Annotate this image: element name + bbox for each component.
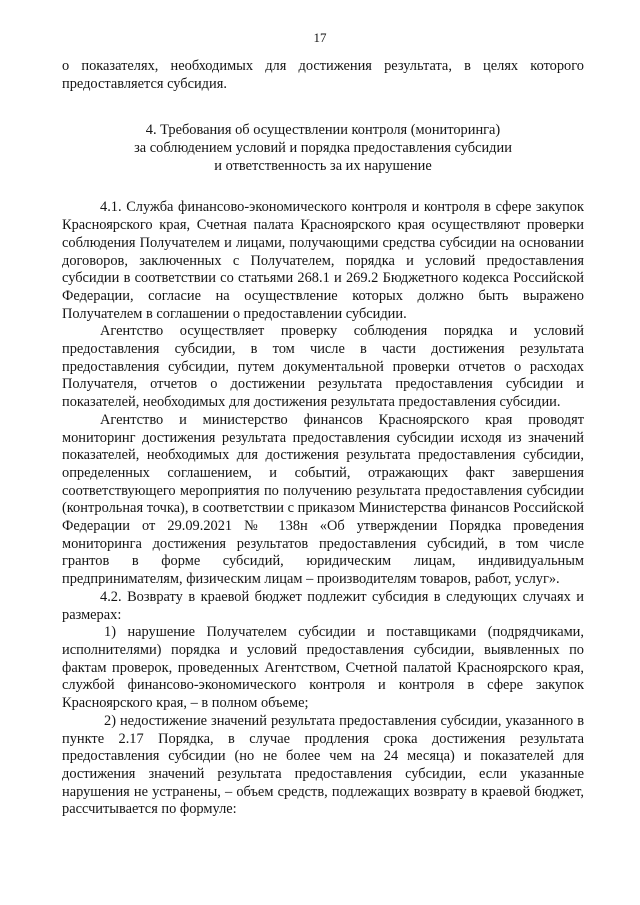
intro-paragraph: о показателях, необходимых для достижения результата, в целях которого предоставляется субсидия. [62,58,584,92]
paragraph-monitoring: Агентство и министерство финансов Красноярского края проводят мониторинг достижения результата предоставления субсидии исходя из значений показателей, необходимых для достижения результата предоставления субсидии, определенных соглашением, и событий, отражающих факт завершения соответствующего мероприятия по получению результата предоставления субсидии (контрольная точка), в соответствии с приказом Министерства финансов Российской Федерации от 29.09.2021 № 138н «Об утверждении Порядка проведения мониторинга достижения результатов предоставления субсидий, в том числе грантов в форме субсидий, юридическим лицам, индивидуальным предпринимателям, физическим лицам – производителям товаров, работ, услуг». [62,411,584,588]
paragraph-4-1: 4.1. Служба финансово-экономического контроля и контроля в сфере закупок Красноярского края, Счетная палата Красноярского края осуществляют проверки соблюдения Получателем и лицами, получающими средства субсидии на основании договоров, заключенных с Получателем, порядка и условий предоставления субсидии в соответствии со статьями 268.1 и 269.2 Бюджетного кодекса Российской Федерации, согласие на осуществление которых должно быть выражено Получателем в соглашении о предоставлении субсидии. [62,199,584,322]
section-heading [62,121,584,175]
list-item-2: 2) недостижение значений результата предоставления субсидии, указанного в пункте 2.17 Порядка, в случае продления срока достижения результата предоставления субсидии (но не более чем на 24 месяца) и показателей для достижения значений результата предоставления субсидии, если указанные нарушения не устранены, – объем средств, подлежащих возврату в краевой бюджет, рассчитывается по формуле: [62,712,584,818]
list-item-1: 1) нарушение Получателем субсидии и поставщиками (подрядчиками, исполнителями) порядка и условий предоставления субсидии, выявленных по фактам проверок, проведенных Агентством, Счетной палатой Красноярского края, службой финансово-экономического контроля и контроля в сфере закупок Красноярского края, – в полном объеме; [62,624,584,712]
paragraph-4-2: 4.2. Возврату в краевой бюджет подлежит субсидия в следующих случаях и размерах: [62,588,584,623]
section-heading-line-1: 4. Требования об осуществлении контроля (мониторинга) [145,122,501,139]
paragraph-agency-check: Агентство осуществляет проверку соблюдения порядка и условий предоставления субсидии, в том числе в части достижения результата предоставления субсидии, путем документальной проверки отчетов о расходах Получателя, отчетов о достижении результата предоставления субсидии и показателей, необходимых для достижения результата предоставления субсидии. [62,323,584,411]
page-number: 17 [313,30,327,45]
section-heading-line-3: и ответственность за их нарушение [214,158,432,175]
document-body [62,58,584,819]
section-heading-line-2: за соблюдением условий и порядка предоставления субсидии [134,140,512,157]
